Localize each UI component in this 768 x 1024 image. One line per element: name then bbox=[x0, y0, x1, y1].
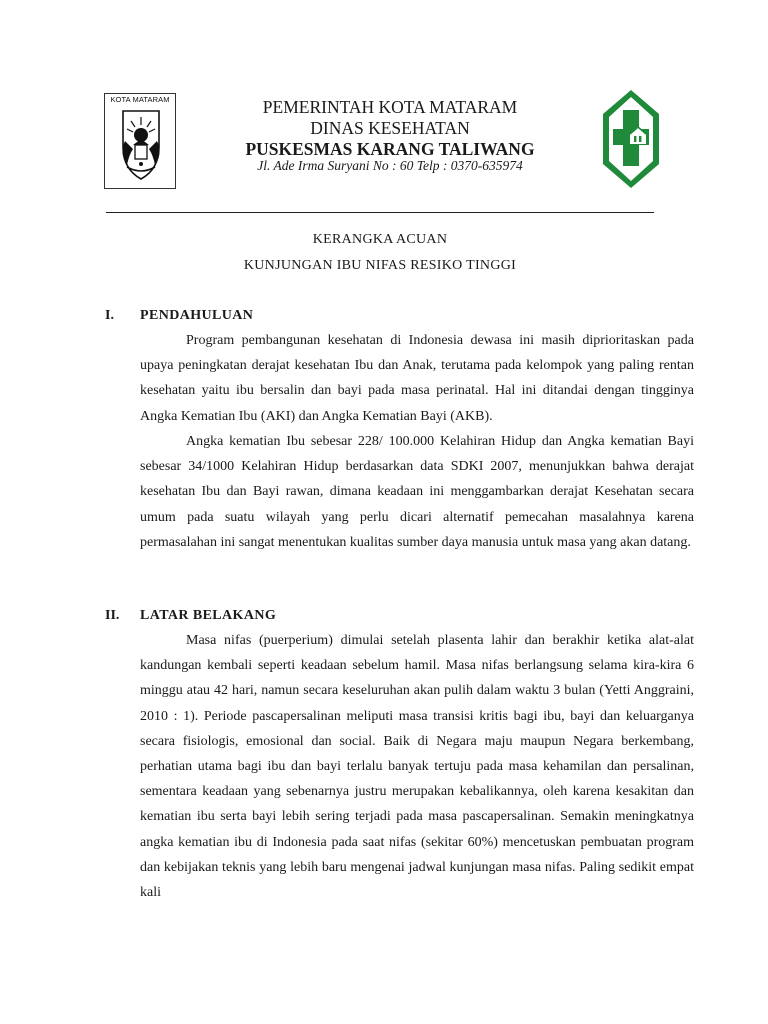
document-subtitle: KUNJUNGAN IBU NIFAS RESIKO TINGGI bbox=[243, 258, 517, 273]
paragraph: Angka kematian Ibu sebesar 228/ 100.000 Kelahiran Hidup dan Angka kematian Bayi sebesar 34/1000 Kelahiran Hidup berdasarkan data SDKI 2007, menunjukkan bahwa derajat kesehatan Ibu dan Bayi rawan, dimana keadaan ini menggambarkan derajat Kesehatan secara umum pada suatu wilayah yang perlu dicari alternatif pemecahan masalahnya karena permasalahan ini sangat menentukan kualitas sumber daya manusia untuk masa yang akan datang. bbox=[140, 434, 694, 550]
kota-mataram-seal-icon bbox=[113, 107, 169, 183]
header-address: Jl. Ade Irma Suryani No : 60 Telp : 0370-635974 bbox=[257, 158, 523, 173]
section-heading: LATAR BELAKANG bbox=[140, 608, 277, 623]
puskesmas-logo bbox=[600, 88, 662, 195]
puskesmas-green-cross-icon bbox=[600, 88, 662, 190]
document-title: KERANGKA ACUAN bbox=[312, 232, 448, 247]
header-government: PEMERINTAH KOTA MATARAM bbox=[262, 97, 518, 117]
header-divider bbox=[106, 212, 654, 213]
section-number: II. bbox=[105, 608, 120, 623]
logo-caption: KOTA MATARAM bbox=[110, 95, 170, 104]
header-department: DINAS KESEHATAN bbox=[310, 118, 470, 138]
paragraph: Program pembangunan kesehatan di Indonesia dewasa ini masih diprioritaskan pada upaya peningkatan derajat kesehatan Ibu dan Anak, terutama pada kelompok yang paling rentan kesehatan yaitu ibu bersalin dan bayi pada masa perinatal. Hal ini ditandai dengan tingginya Angka Kematian Ibu (AKI) dan Angka Kematian Bayi (AKB). bbox=[140, 333, 694, 424]
section-heading: PENDAHULUAN bbox=[140, 308, 254, 323]
paragraph: Masa nifas (puerperium) dimulai setelah plasenta lahir dan berakhir ketika alat-alat kandungan kembali seperti keadaan sebelum hamil. Masa nifas berlangsung selama kira-kira 6 minggu atau 42 hari, namun secara keseluruhan akan pulih dalam waktu 3 bulan (Yetti Anggraini, 2010 : 1). Periode pascapersalinan meliputi masa transisi kritis bagi ibu, bayi dan keluarganya secara fisiologis, emosional dan social. Baik di Negara maju maupun Negara berkembang, perhatian utama bagi ibu dan bayi terlalu banyak tertuju pada masa kehamilan dan persalinan, sementara keadaan yang sebenarnya justru merupakan kebalikannya, oleh karena kesakitan dan kematian ibu serta bayi lebih sering terjadi pada masa pascapersalinan. Semakin meningkatnya angka kematian ibu di Indonesia pada saat nifas (sekitar 60%) mencetuskan pembuatan program dan kebijakan teknis yang lebih baru mengenai jadwal kunjungan masa nifas. Paling sedikit empat kali bbox=[140, 633, 694, 901]
section-number: I. bbox=[105, 308, 114, 323]
kota-mataram-logo bbox=[104, 93, 176, 189]
header-puskesmas: PUSKESMAS KARANG TALIWANG bbox=[245, 139, 535, 159]
